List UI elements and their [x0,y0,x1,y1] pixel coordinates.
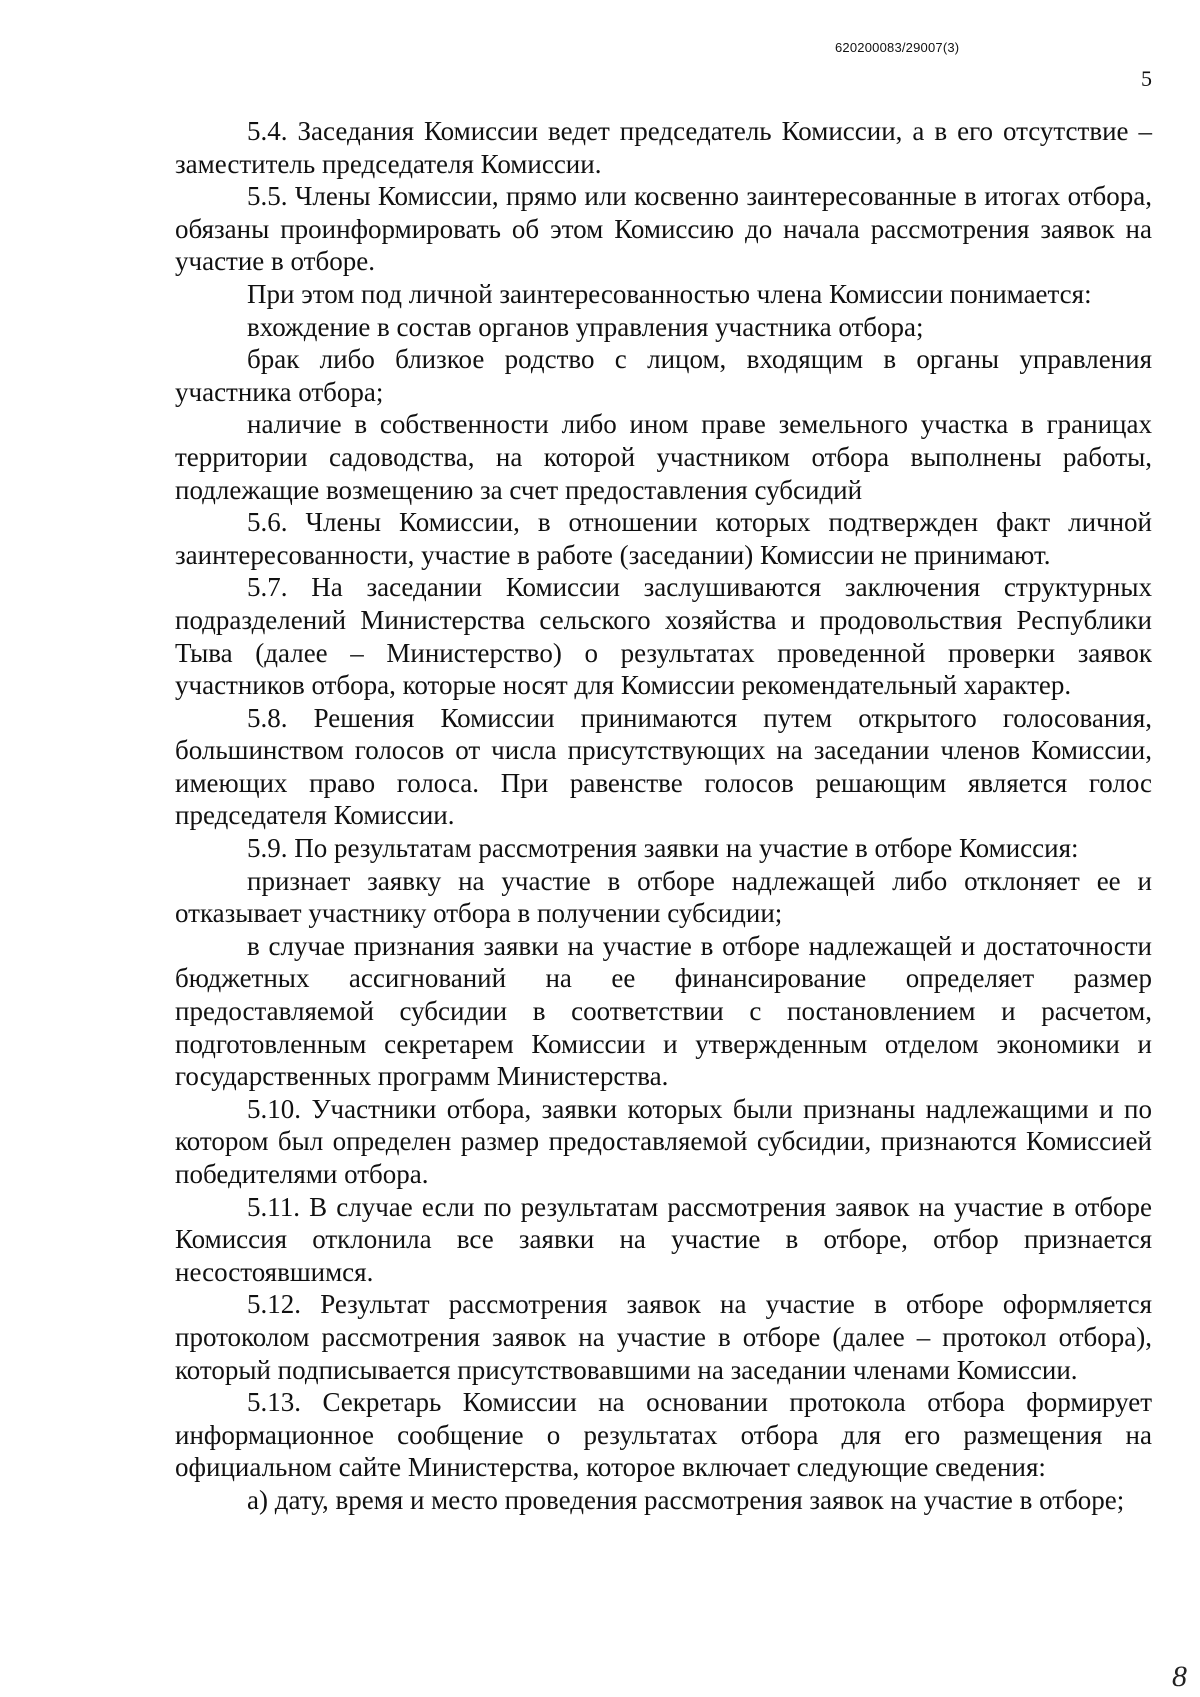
page-number: 5 [1141,66,1152,91]
paragraph-5-13-item-a: а) дату, время и место проведения рассмотрения заявок на участие в отборе; [247,1484,1125,1515]
paragraph-5-9-item-2: в случае признания заявки на участие в отборе надлежащей и достаточности бюджетных ассигнований на ее финансирование определяет размер предоставляемой субсидии в соответствии с постановлением и расчетом, подготовленным секретарем Комиссии и утвержденным отделом экономики и государственных программ Министерства. [175,930,1152,1092]
document-body [175,115,1152,1517]
document-registration-number: 620200083/29007(3) [835,40,960,55]
paragraph-interest-item-1: вхождение в состав органов управления участника отбора; [247,311,924,342]
paragraph-5-9: 5.9. По результатам рассмотрения заявки на участие в отборе Комиссия: [247,833,1079,864]
paragraph-5-10: 5.10. Участники отбора, заявки которых были признаны надлежащими и по котором был определен размер предоставляемой субсидии, признаются Комиссией победителями отбора. [175,1093,1152,1189]
handwritten-corner-mark: 8 [1172,1660,1187,1693]
paragraph-interest-item-2: брак либо близкое родство с лицом, входящим в органы управления участника отбора; [175,344,1152,407]
paragraph-5-11: 5.11. В случае если по результатам рассмотрения заявок на участие в отборе Комиссия отклонила все заявки на участие в отборе, отбор признается несостоявшимся. [175,1191,1152,1287]
paragraph-5-4: 5.4. Заседания Комиссии ведет председатель Комиссии, а в его отсутствие – заместитель председателя Комиссии. [175,116,1152,179]
paragraph-5-9-item-1: признает заявку на участие в отборе надлежащей либо отклоняет ее и отказывает участнику отбора в получении субсидии; [175,865,1152,929]
paragraph-5-6: 5.6. Члены Комиссии, в отношении которых подтвержден факт личной заинтересованности, участие в работе (заседании) Комиссии не принимают. [175,507,1152,570]
paragraph-interest-item-3: наличие в собственности либо ином праве земельного участка в границах территории садоводства, на которой участником отбора выполнены работы, подлежащие возмещению за счет предоставления субсидий [175,409,1152,505]
paragraph-interest-definition: При этом под личной заинтересованностью члена Комиссии понимается: [247,278,1092,309]
paragraph-5-8: 5.8. Решения Комиссии принимаются путем открытого голосования, большинством голосов от числа присутствующих на заседании членов Комиссии, имеющих право голоса. При равенстве голосов решающим является голос председателя Комиссии. [175,702,1152,831]
paragraph-5-13: 5.13. Секретарь Комиссии на основании протокола отбора формирует информационное сообщение о результатах отбора для его размещения на официальном сайте Министерства, которое включает следующие сведения: [175,1387,1152,1483]
paragraph-5-7: 5.7. На заседании Комиссии заслушиваются заключения структурных подразделений Министерства сельского хозяйства и продовольствия Республики Тыва (далее – Министерство) о результатах проведенной проверки заявок участников отбора, которые носят для Комиссии рекомендательный характер. [175,572,1152,701]
paragraph-5-12: 5.12. Результат рассмотрения заявок на участие в отборе оформляется протоколом рассмотрения заявок на участие в отборе (далее – протокол отбора), который подписывается присутствовавшими на заседании членами Комиссии. [175,1289,1152,1385]
paragraph-5-5: 5.5. Члены Комиссии, прямо или косвенно заинтересованные в итогах отбора, обязаны проинформировать об этом Комиссию до начала рассмотрения заявок на участие в отборе. [175,181,1152,277]
